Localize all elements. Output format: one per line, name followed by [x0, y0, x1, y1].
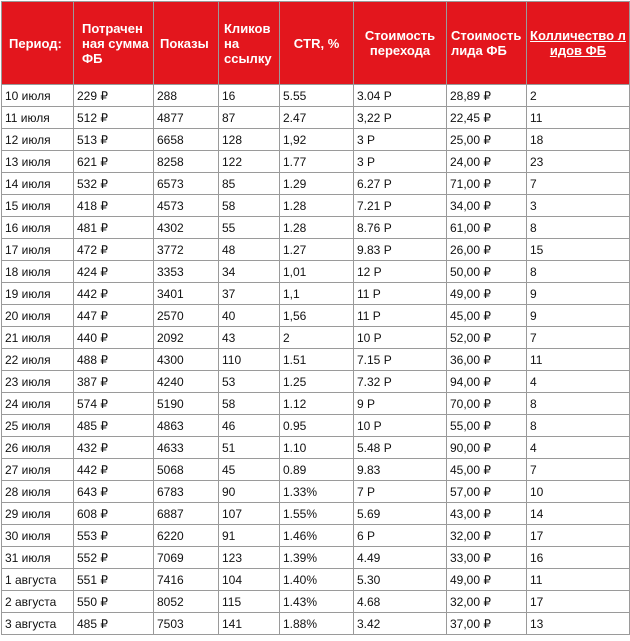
cell-lead-count: 8 — [527, 261, 630, 283]
cell-shows: 3772 — [154, 239, 219, 261]
cell-shows: 6220 — [154, 525, 219, 547]
cell-clicks: 141 — [219, 613, 280, 635]
cell-spent: 552 ₽ — [74, 547, 154, 569]
cell-period: 27 июля — [2, 459, 74, 481]
cell-cost-per-click: 10 Р — [354, 415, 447, 437]
cell-spent: 485 ₽ — [74, 415, 154, 437]
cell-clicks: 16 — [219, 85, 280, 107]
cell-lead-count: 14 — [527, 503, 630, 525]
table-row — [2, 327, 630, 349]
cell-lead-count: 8 — [527, 393, 630, 415]
cell-period: 10 июля — [2, 85, 74, 107]
table-row — [2, 261, 630, 283]
cell-shows: 288 — [154, 85, 219, 107]
cell-shows: 7416 — [154, 569, 219, 591]
cell-shows: 2092 — [154, 327, 219, 349]
cell-cost-per-click: 7.32 Р — [354, 371, 447, 393]
cell-spent: 442 ₽ — [74, 283, 154, 305]
cell-spent: 485 ₽ — [74, 613, 154, 635]
cell-period: 25 июля — [2, 415, 74, 437]
cell-period: 29 июля — [2, 503, 74, 525]
cell-lead-count: 10 — [527, 481, 630, 503]
cell-clicks: 46 — [219, 415, 280, 437]
cell-cost-per-click: 3.42 — [354, 613, 447, 635]
cell-cost-per-click: 9.83 — [354, 459, 447, 481]
cell-clicks: 91 — [219, 525, 280, 547]
cell-period: 22 июля — [2, 349, 74, 371]
cell-period: 17 июля — [2, 239, 74, 261]
cell-clicks: 34 — [219, 261, 280, 283]
cell-cost-per-click: 3 Р — [354, 151, 447, 173]
cell-cost-per-click: 8.76 Р — [354, 217, 447, 239]
cell-cost-per-lead: 45,00 ₽ — [447, 459, 527, 481]
cell-spent: 574 ₽ — [74, 393, 154, 415]
cell-shows: 6658 — [154, 129, 219, 151]
cell-lead-count: 9 — [527, 283, 630, 305]
cell-lead-count: 4 — [527, 437, 630, 459]
cell-period: 26 июля — [2, 437, 74, 459]
cell-cost-per-click: 10 Р — [354, 327, 447, 349]
cell-spent: 550 ₽ — [74, 591, 154, 613]
cell-shows: 4240 — [154, 371, 219, 393]
cell-ctr: 1,92 — [280, 129, 354, 151]
cell-ctr: 5.55 — [280, 85, 354, 107]
cell-ctr: 1.28 — [280, 217, 354, 239]
cell-shows: 6573 — [154, 173, 219, 195]
table-row — [2, 129, 630, 151]
cell-period: 2 августа — [2, 591, 74, 613]
cell-cost-per-lead: 32,00 ₽ — [447, 525, 527, 547]
cell-spent: 424 ₽ — [74, 261, 154, 283]
cell-shows: 3353 — [154, 261, 219, 283]
cell-cost-per-lead: 32,00 ₽ — [447, 591, 527, 613]
cell-cost-per-lead: 70,00 ₽ — [447, 393, 527, 415]
cell-ctr: 1.27 — [280, 239, 354, 261]
cell-clicks: 45 — [219, 459, 280, 481]
cell-shows: 4863 — [154, 415, 219, 437]
cell-period: 28 июля — [2, 481, 74, 503]
cell-period: 13 июля — [2, 151, 74, 173]
cell-period: 23 июля — [2, 371, 74, 393]
cell-lead-count: 7 — [527, 173, 630, 195]
cell-period: 18 июля — [2, 261, 74, 283]
cell-cost-per-click: 4.68 — [354, 591, 447, 613]
cell-cost-per-click: 5.48 Р — [354, 437, 447, 459]
cell-lead-count: 11 — [527, 107, 630, 129]
cell-shows: 7069 — [154, 547, 219, 569]
cell-ctr: 1.39% — [280, 547, 354, 569]
cell-clicks: 104 — [219, 569, 280, 591]
cell-clicks: 85 — [219, 173, 280, 195]
cell-spent: 447 ₽ — [74, 305, 154, 327]
cell-shows: 4302 — [154, 217, 219, 239]
cell-cost-per-lead: 61,00 ₽ — [447, 217, 527, 239]
cell-lead-count: 13 — [527, 613, 630, 635]
cell-lead-count: 2 — [527, 85, 630, 107]
cell-clicks: 51 — [219, 437, 280, 459]
cell-spent: 387 ₽ — [74, 371, 154, 393]
table-row — [2, 503, 630, 525]
cell-cost-per-click: 6 Р — [354, 525, 447, 547]
cell-period: 30 июля — [2, 525, 74, 547]
cell-cost-per-click: 7.21 Р — [354, 195, 447, 217]
cell-ctr: 1.43% — [280, 591, 354, 613]
cell-cost-per-lead: 43,00 ₽ — [447, 503, 527, 525]
cell-cost-per-click: 6.27 Р — [354, 173, 447, 195]
cell-cost-per-lead: 49,00 ₽ — [447, 569, 527, 591]
cell-period: 19 июля — [2, 283, 74, 305]
cell-cost-per-lead: 50,00 ₽ — [447, 261, 527, 283]
cell-clicks: 123 — [219, 547, 280, 569]
cell-shows: 4633 — [154, 437, 219, 459]
cell-lead-count: 11 — [527, 349, 630, 371]
cell-clicks: 90 — [219, 481, 280, 503]
cell-ctr: 1.29 — [280, 173, 354, 195]
cell-ctr: 1,01 — [280, 261, 354, 283]
cell-shows: 8052 — [154, 591, 219, 613]
cell-lead-count: 9 — [527, 305, 630, 327]
cell-ctr: 1.77 — [280, 151, 354, 173]
cell-shows: 5190 — [154, 393, 219, 415]
cell-period: 16 июля — [2, 217, 74, 239]
cell-cost-per-lead: 57,00 ₽ — [447, 481, 527, 503]
cell-spent: 513 ₽ — [74, 129, 154, 151]
cell-cost-per-click: 12 Р — [354, 261, 447, 283]
table-row — [2, 217, 630, 239]
cell-cost-per-lead: 94,00 ₽ — [447, 371, 527, 393]
cell-lead-count: 15 — [527, 239, 630, 261]
cell-spent: 512 ₽ — [74, 107, 154, 129]
cell-cost-per-click: 5.69 — [354, 503, 447, 525]
cell-cost-per-click: 3 Р — [354, 129, 447, 151]
cell-cost-per-click: 5.30 — [354, 569, 447, 591]
cell-clicks: 115 — [219, 591, 280, 613]
cell-clicks: 107 — [219, 503, 280, 525]
cell-cost-per-lead: 71,00 ₽ — [447, 173, 527, 195]
cell-spent: 472 ₽ — [74, 239, 154, 261]
cell-ctr: 1.12 — [280, 393, 354, 415]
cell-lead-count: 16 — [527, 547, 630, 569]
cell-period: 20 июля — [2, 305, 74, 327]
cell-cost-per-click: 11 Р — [354, 283, 447, 305]
cell-ctr: 1.51 — [280, 349, 354, 371]
header-spent: Потраченная сумма ФБ — [74, 2, 154, 85]
cell-lead-count: 3 — [527, 195, 630, 217]
cell-ctr: 0.89 — [280, 459, 354, 481]
cell-cost-per-lead: 24,00 ₽ — [447, 151, 527, 173]
cell-clicks: 87 — [219, 107, 280, 129]
cell-cost-per-lead: 49,00 ₽ — [447, 283, 527, 305]
cell-period: 11 июля — [2, 107, 74, 129]
cell-clicks: 58 — [219, 393, 280, 415]
table-row — [2, 613, 630, 635]
cell-lead-count: 17 — [527, 591, 630, 613]
header-period: Период: — [2, 2, 74, 85]
cell-shows: 3401 — [154, 283, 219, 305]
table-row — [2, 547, 630, 569]
cell-clicks: 43 — [219, 327, 280, 349]
cell-shows: 7503 — [154, 613, 219, 635]
cell-clicks: 53 — [219, 371, 280, 393]
table-row — [2, 107, 630, 129]
cell-ctr: 2 — [280, 327, 354, 349]
cell-shows: 6783 — [154, 481, 219, 503]
cell-cost-per-click: 7.15 Р — [354, 349, 447, 371]
cell-clicks: 128 — [219, 129, 280, 151]
cell-spent: 442 ₽ — [74, 459, 154, 481]
cell-ctr: 1.46% — [280, 525, 354, 547]
cell-clicks: 122 — [219, 151, 280, 173]
cell-lead-count: 7 — [527, 327, 630, 349]
header-row — [2, 2, 630, 85]
cell-ctr: 1,1 — [280, 283, 354, 305]
cell-spent: 532 ₽ — [74, 173, 154, 195]
cell-cost-per-click: 9 Р — [354, 393, 447, 415]
cell-period: 24 июля — [2, 393, 74, 415]
cell-cost-per-click: 3.04 Р — [354, 85, 447, 107]
table-row — [2, 371, 630, 393]
cell-cost-per-lead: 37,00 ₽ — [447, 613, 527, 635]
cell-period: 15 июля — [2, 195, 74, 217]
cell-period: 3 августа — [2, 613, 74, 635]
cell-spent: 418 ₽ — [74, 195, 154, 217]
cell-shows: 2570 — [154, 305, 219, 327]
cell-ctr: 1.33% — [280, 481, 354, 503]
cell-clicks: 55 — [219, 217, 280, 239]
cell-clicks: 48 — [219, 239, 280, 261]
cell-cost-per-lead: 34,00 ₽ — [447, 195, 527, 217]
cell-ctr: 1.88% — [280, 613, 354, 635]
cell-spent: 551 ₽ — [74, 569, 154, 591]
cell-cost-per-lead: 36,00 ₽ — [447, 349, 527, 371]
cell-cost-per-click: 9.83 Р — [354, 239, 447, 261]
cell-cost-per-lead: 52,00 ₽ — [447, 327, 527, 349]
table-row — [2, 481, 630, 503]
header-lead-count: Колличество лидов ФБ — [527, 2, 630, 85]
cell-period: 1 августа — [2, 569, 74, 591]
cell-ctr: 1.40% — [280, 569, 354, 591]
cell-ctr: 2.47 — [280, 107, 354, 129]
cell-shows: 5068 — [154, 459, 219, 481]
table-row — [2, 525, 630, 547]
cell-clicks: 37 — [219, 283, 280, 305]
cell-cost-per-lead: 22,45 ₽ — [447, 107, 527, 129]
cell-cost-per-click: 3,22 Р — [354, 107, 447, 129]
cell-spent: 440 ₽ — [74, 327, 154, 349]
table-row — [2, 283, 630, 305]
cell-ctr: 1.28 — [280, 195, 354, 217]
table-row — [2, 239, 630, 261]
cell-ctr: 1.55% — [280, 503, 354, 525]
header-shows: Показы — [154, 2, 219, 85]
cell-cost-per-click: 7 Р — [354, 481, 447, 503]
header-cost-per-lead: Стоимость лида ФБ — [447, 2, 527, 85]
table-row — [2, 437, 630, 459]
table-body — [2, 85, 630, 635]
table-row — [2, 569, 630, 591]
table-row — [2, 349, 630, 371]
cell-spent: 643 ₽ — [74, 481, 154, 503]
cell-ctr: 1.25 — [280, 371, 354, 393]
table-row — [2, 151, 630, 173]
cell-cost-per-lead: 90,00 ₽ — [447, 437, 527, 459]
table-row — [2, 173, 630, 195]
cell-cost-per-click: 4.49 — [354, 547, 447, 569]
cell-shows: 6887 — [154, 503, 219, 525]
cell-clicks: 40 — [219, 305, 280, 327]
cell-spent: 432 ₽ — [74, 437, 154, 459]
cell-spent: 229 ₽ — [74, 85, 154, 107]
cell-period: 12 июля — [2, 129, 74, 151]
cell-lead-count: 18 — [527, 129, 630, 151]
cell-clicks: 58 — [219, 195, 280, 217]
header-ctr: CTR, % — [280, 2, 354, 85]
cell-period: 14 июля — [2, 173, 74, 195]
cell-ctr: 1,56 — [280, 305, 354, 327]
cell-cost-per-lead: 55,00 ₽ — [447, 415, 527, 437]
header-cost-per-click: Стоимость перехода — [354, 2, 447, 85]
table-row — [2, 85, 630, 107]
table-row — [2, 591, 630, 613]
cell-lead-count: 8 — [527, 415, 630, 437]
cell-cost-per-lead: 26,00 ₽ — [447, 239, 527, 261]
cell-cost-per-click: 11 Р — [354, 305, 447, 327]
cell-spent: 488 ₽ — [74, 349, 154, 371]
cell-shows: 4300 — [154, 349, 219, 371]
table-header — [2, 2, 630, 85]
cell-spent: 621 ₽ — [74, 151, 154, 173]
cell-shows: 4877 — [154, 107, 219, 129]
cell-cost-per-lead: 25,00 ₽ — [447, 129, 527, 151]
table-row — [2, 459, 630, 481]
header-clicks: Кликов на ссылку — [219, 2, 280, 85]
cell-lead-count: 7 — [527, 459, 630, 481]
cell-lead-count: 8 — [527, 217, 630, 239]
cell-clicks: 110 — [219, 349, 280, 371]
cell-lead-count: 11 — [527, 569, 630, 591]
cell-ctr: 1.10 — [280, 437, 354, 459]
cell-cost-per-lead: 33,00 ₽ — [447, 547, 527, 569]
table-row — [2, 305, 630, 327]
cell-shows: 8258 — [154, 151, 219, 173]
cell-spent: 553 ₽ — [74, 525, 154, 547]
cell-spent: 608 ₽ — [74, 503, 154, 525]
cell-cost-per-lead: 28,89 ₽ — [447, 85, 527, 107]
cell-ctr: 0.95 — [280, 415, 354, 437]
cell-lead-count: 17 — [527, 525, 630, 547]
cell-shows: 4573 — [154, 195, 219, 217]
cell-cost-per-lead: 45,00 ₽ — [447, 305, 527, 327]
cell-lead-count: 4 — [527, 371, 630, 393]
cell-lead-count: 23 — [527, 151, 630, 173]
table-row — [2, 195, 630, 217]
cell-period: 31 июля — [2, 547, 74, 569]
cell-spent: 481 ₽ — [74, 217, 154, 239]
cell-period: 21 июля — [2, 327, 74, 349]
table-row — [2, 393, 630, 415]
stats-table — [1, 1, 630, 635]
table-row — [2, 415, 630, 437]
